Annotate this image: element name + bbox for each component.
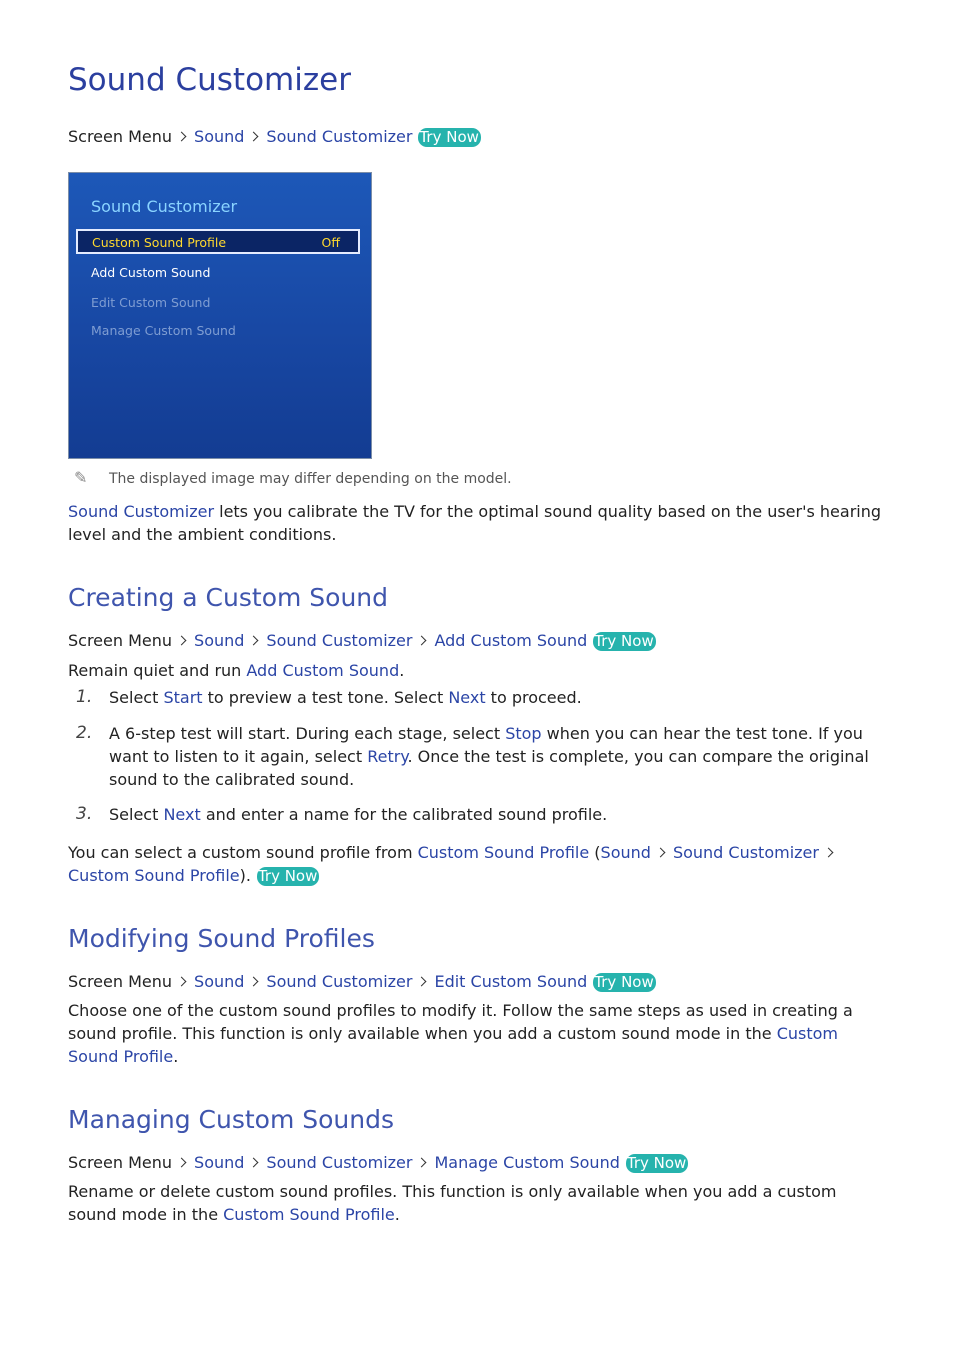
section-title-modifying: Modifying Sound Profiles — [68, 924, 375, 953]
step-text: Select Start to preview a test tone. Select Next to proceed. — [109, 688, 582, 707]
modifying-link[interactable]: Custom Sound Profile — [68, 1024, 838, 1066]
breadcrumb-link[interactable]: Sound — [194, 127, 245, 146]
breadcrumb-link[interactable]: Add Custom Sound — [434, 631, 588, 650]
chevron-right-icon — [417, 977, 427, 987]
try-now-button[interactable]: Try Now — [594, 973, 654, 991]
tv-menu-screenshot — [68, 172, 372, 459]
step-text: A 6-step test will start. During each stage, select Stop when you can hear the test tone. If you want to listen to it again, select Retry. Once the test is complete, you can compare the original sound to the calibrated sound. — [109, 724, 869, 789]
tv-menu-selected-item[interactable] — [76, 229, 360, 254]
tv-menu-selected-label: Custom Sound Profile — [92, 235, 227, 250]
try-now-button[interactable]: Try Now — [419, 128, 479, 146]
breadcrumb-link[interactable]: Manage Custom Sound — [434, 1153, 620, 1172]
step-text: Select Next and enter a name for the calibrated sound profile. — [109, 805, 608, 824]
breadcrumb-link[interactable]: Edit Custom Sound — [434, 972, 588, 991]
creating-closing: You can select a custom sound profile from Custom Sound Profile (Sound Sound CustomizerCustom Sound Profile). Try Now — [68, 841, 858, 887]
tv-menu-selected-value: Off — [321, 235, 340, 250]
step-number: 2. — [76, 723, 93, 743]
section-title-creating: Creating a Custom Sound — [68, 583, 389, 612]
managing-link[interactable]: Custom Sound Profile — [223, 1205, 395, 1224]
tv-menu-item-add[interactable]: Add Custom Sound — [91, 265, 211, 280]
chevron-right-icon — [417, 1158, 427, 1168]
intro-link[interactable]: Sound Customizer — [68, 502, 215, 521]
breadcrumb-managing — [68, 1152, 688, 1174]
breadcrumb-link[interactable]: Sound Customizer — [266, 127, 413, 146]
breadcrumb-prefix: Screen Menu — [68, 1153, 173, 1172]
closing-link-customizer[interactable]: Sound Customizer — [672, 843, 819, 862]
chevron-right-icon — [249, 977, 259, 987]
chevron-right-icon — [249, 1158, 259, 1168]
tv-menu-item-manage: Manage Custom Sound — [91, 323, 236, 338]
chevron-right-icon — [655, 848, 665, 858]
breadcrumb-top — [68, 126, 481, 148]
step-link[interactable]: Retry — [367, 747, 408, 766]
model-note-text: The displayed image may differ depending on the model. — [109, 471, 512, 487]
chevron-right-icon — [417, 636, 427, 646]
chevron-right-icon — [249, 636, 259, 646]
breadcrumb-prefix: Screen Menu — [68, 972, 173, 991]
breadcrumb-link[interactable]: Sound Customizer — [266, 1153, 413, 1172]
breadcrumb-link[interactable]: Sound — [194, 631, 245, 650]
step-link[interactable]: Next — [448, 688, 486, 707]
creating-lead-link[interactable]: Add Custom Sound — [246, 661, 400, 680]
breadcrumb-link[interactable]: Sound Customizer — [266, 972, 413, 991]
step-number: 1. — [76, 687, 93, 707]
step-link[interactable]: Next — [163, 805, 201, 824]
chevron-right-icon — [177, 977, 187, 987]
breadcrumb-link[interactable]: Sound — [194, 1153, 245, 1172]
step-number: 3. — [76, 804, 93, 824]
managing-paragraph: Rename or delete custom sound profiles. This function is only available when you add a custom sound mode in the Custom Sound Profile. — [68, 1182, 837, 1224]
chevron-right-icon — [177, 636, 187, 646]
breadcrumb-link[interactable]: Sound — [194, 972, 245, 991]
chevron-right-icon — [824, 848, 834, 858]
step-link[interactable]: Stop — [505, 724, 542, 743]
chevron-right-icon — [177, 132, 187, 142]
breadcrumb-creating — [68, 630, 656, 652]
try-now-button[interactable]: Try Now — [594, 632, 654, 650]
closing-link-profile[interactable]: Custom Sound Profile — [417, 843, 590, 862]
breadcrumb-modifying — [68, 971, 656, 993]
chevron-right-icon — [177, 1158, 187, 1168]
pencil-icon: ✎ — [74, 468, 88, 487]
closing-link-profile-2[interactable]: Custom Sound Profile — [68, 866, 240, 885]
page-title: Sound Customizer — [68, 62, 351, 98]
tv-menu-item-edit: Edit Custom Sound — [91, 295, 211, 310]
chevron-right-icon — [249, 132, 259, 142]
creating-lead: Remain quiet and run Add Custom Sound. — [68, 661, 405, 680]
breadcrumb-prefix: Screen Menu — [68, 631, 173, 650]
try-now-button[interactable]: Try Now — [257, 867, 318, 885]
breadcrumb-link[interactable]: Sound Customizer — [266, 631, 413, 650]
intro-paragraph: Sound Customizer lets you calibrate the TV for the optimal sound quality based on the user's hearing level and the ambient conditions. — [68, 502, 882, 544]
try-now-button[interactable]: Try Now — [626, 1154, 687, 1172]
step-link[interactable]: Start — [163, 688, 203, 707]
closing-link-sound[interactable]: Sound — [600, 843, 651, 862]
breadcrumb-prefix: Screen Menu — [68, 127, 173, 146]
modifying-paragraph: Choose one of the custom sound profiles to modify it. Follow the same steps as used in creating a sound profile. This function is only available when you add a custom sound mode in the Custom Sound Profile. — [68, 1001, 853, 1066]
section-title-managing: Managing Custom Sounds — [68, 1105, 395, 1134]
tv-menu-title: Sound Customizer — [91, 197, 238, 216]
